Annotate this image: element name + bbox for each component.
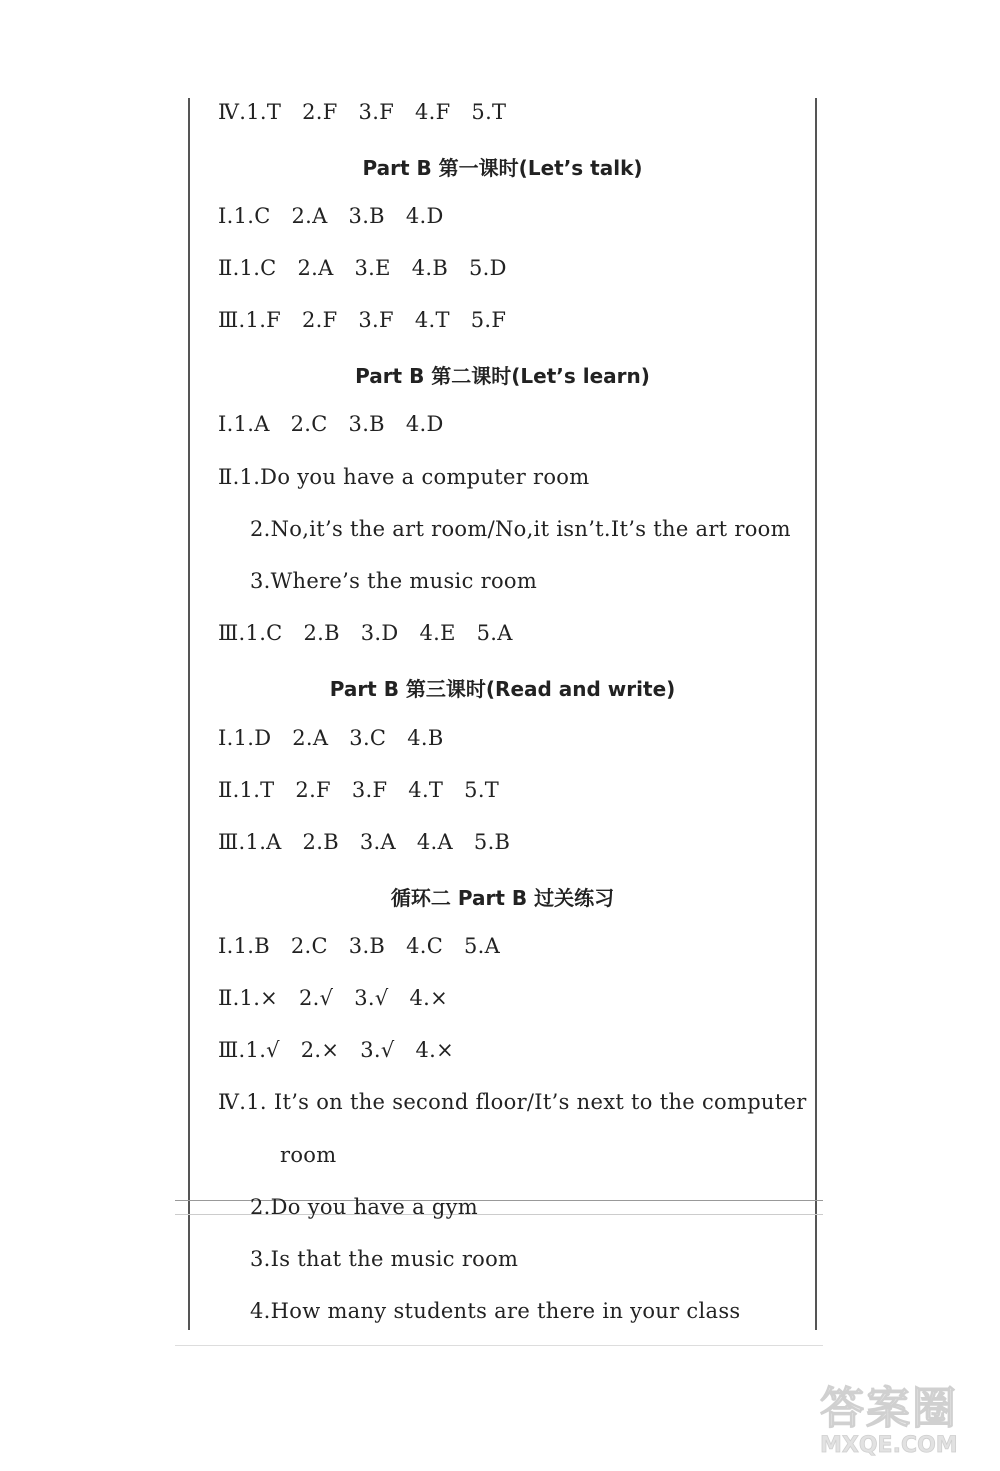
answer-line: room [280, 1143, 337, 1167]
watermark-url: MXQE.COM [820, 1433, 958, 1458]
section-heading: Part B 第一课时(Let’s talk) [362, 156, 643, 180]
answer-line: 3.Where’s the music room [250, 569, 538, 593]
answer-line: Ⅱ.1.C 2.A 3.E 4.B 5.D [218, 256, 507, 280]
site-watermark [820, 1385, 990, 1463]
answer-line: 4.How many students are there in your class [250, 1299, 741, 1323]
right-border-line [815, 98, 817, 1330]
answer-line: 2.No,it’s the art room/No,it isn’t.It’s the art room [250, 517, 791, 541]
section-heading: Part B 第二课时(Let’s learn) [355, 364, 650, 388]
answer-line: Ⅱ.1.T 2.F 3.F 4.T 5.T [218, 778, 500, 802]
answer-line: Ⅰ.1.A 2.C 3.B 4.D [218, 412, 444, 436]
answer-line: Ⅰ.1.B 2.C 3.B 4.C 5.A [218, 934, 501, 958]
section-heading: Part B 第三课时(Read and write) [329, 677, 676, 701]
answer-line: Ⅲ.1.√ 2.× 3.√ 4.× [218, 1038, 455, 1062]
answer-line: 3.Is that the music room [250, 1247, 519, 1271]
answer-line: Ⅳ.1.T 2.F 3.F 4.F 5.T [218, 100, 507, 124]
answer-line: 2.Do you have a gym [250, 1195, 479, 1219]
answer-line: Ⅰ.1.D 2.A 3.C 4.B [218, 726, 444, 750]
bottom-edge-line [175, 1345, 823, 1346]
answer-line: Ⅱ.1.× 2.√ 3.√ 4.× [218, 986, 449, 1010]
answer-line: Ⅰ.1.C 2.A 3.B 4.D [218, 204, 444, 228]
answer-line: Ⅱ.1.Do you have a computer room [218, 465, 590, 489]
answer-line: Ⅳ.1. It’s on the second floor/It’s next to the computer [218, 1090, 807, 1114]
left-border-line [188, 98, 190, 1330]
answer-line: Ⅲ.1.F 2.F 3.F 4.T 5.F [218, 308, 507, 332]
section-heading: 循环二 Part B 过关练习 [390, 886, 615, 910]
answer-line: Ⅲ.1.A 2.B 3.A 4.A 5.B [218, 830, 511, 854]
watermark-logo: 答案圈 [820, 1383, 958, 1434]
answer-line: Ⅲ.1.C 2.B 3.D 4.E 5.A [218, 621, 513, 645]
